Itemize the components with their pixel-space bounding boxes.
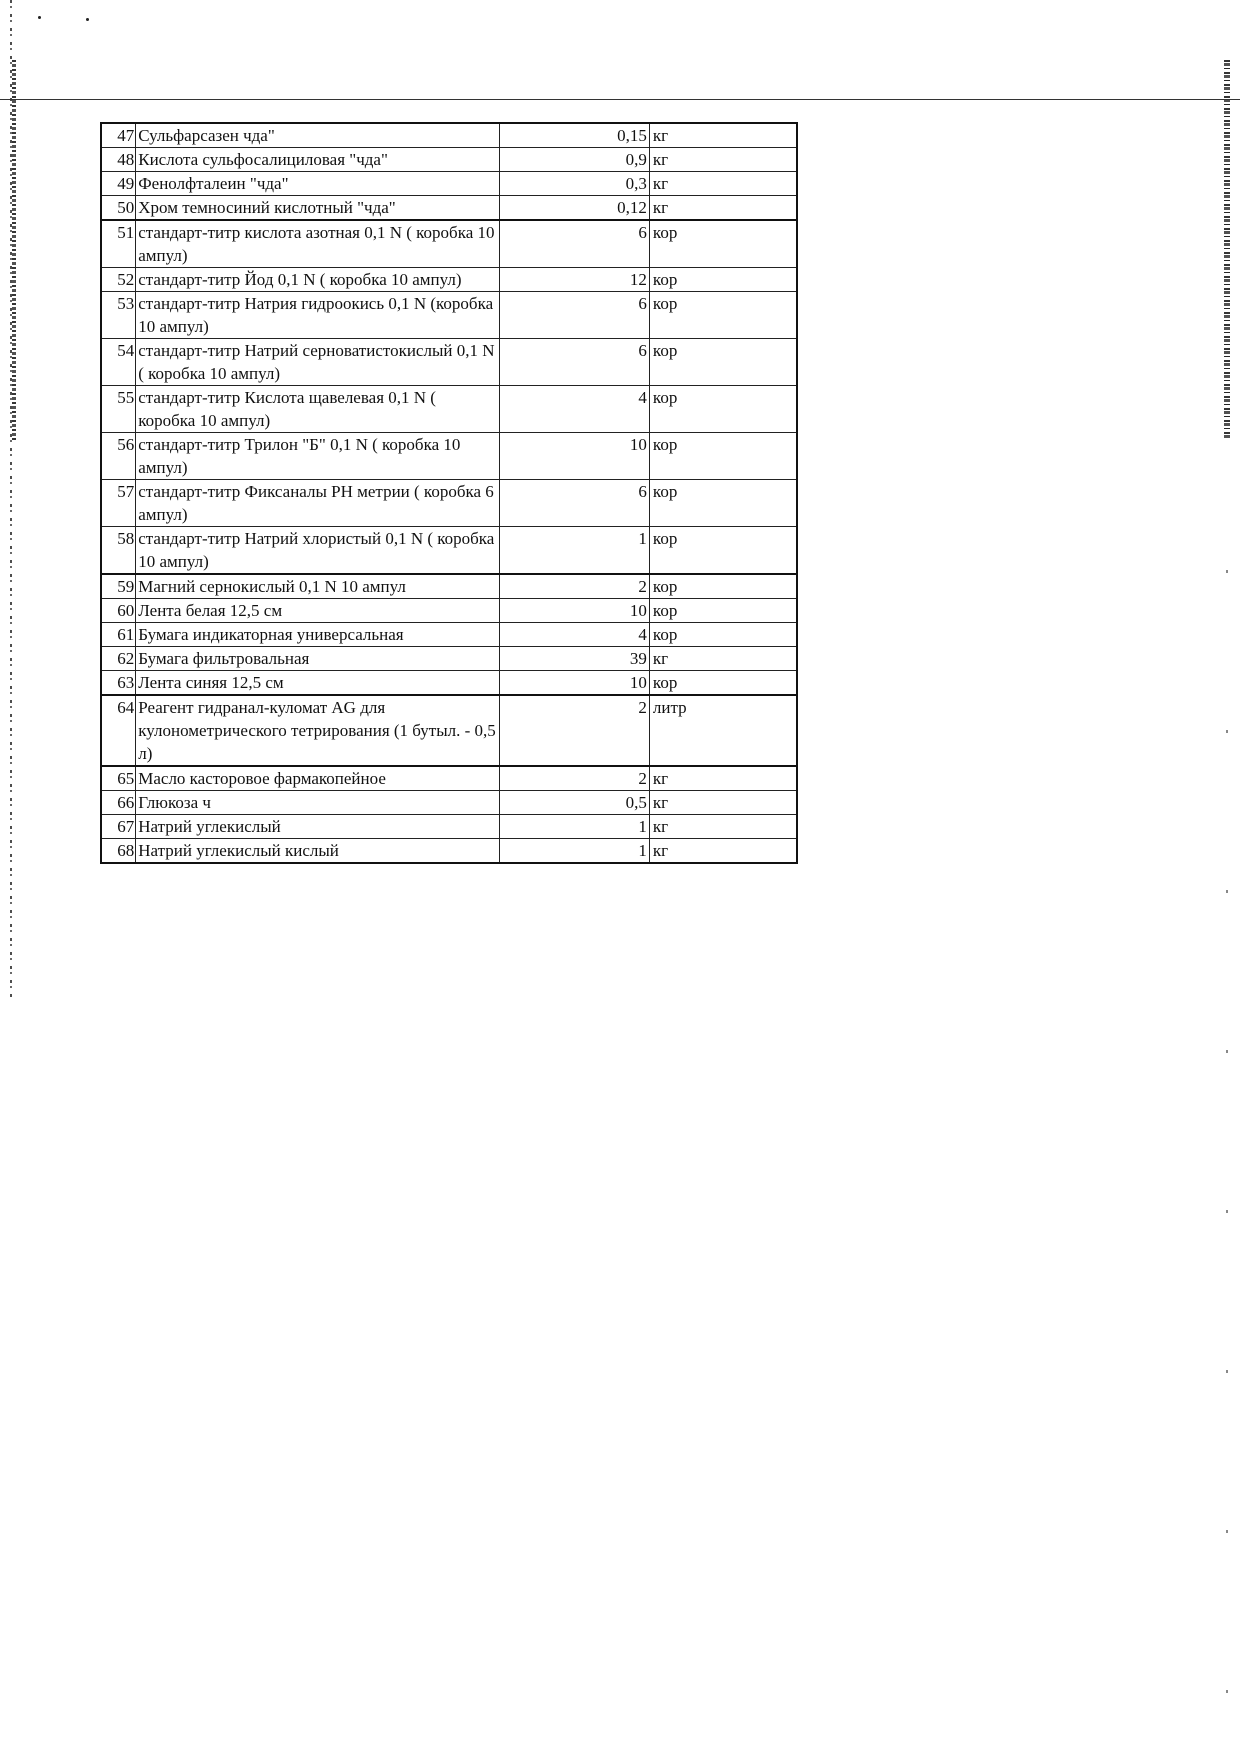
item-name: Кислота сульфосалициловая "чда"	[136, 148, 500, 172]
item-quantity: 4	[499, 623, 649, 647]
item-name: стандарт-титр Натрий серноватистокислый 0,1 N ( коробка 10 ампул)	[136, 339, 500, 386]
item-quantity: 10	[499, 599, 649, 623]
item-name: Магний сернокислый 0,1 N 10 ампул	[136, 574, 500, 599]
scan-edge-left-barcode	[12, 60, 16, 440]
item-unit: кг	[649, 815, 797, 839]
item-unit: кг	[649, 172, 797, 196]
item-quantity: 1	[499, 815, 649, 839]
top-rule-line	[0, 99, 1240, 100]
item-name: Хром темносиний кислотный "чда"	[136, 196, 500, 221]
item-name: Реагент гидранал-куломат AG для кулонометрического тетрирования (1 бутыл. - 0,5 л)	[136, 695, 500, 766]
scan-edge-right-marks	[1226, 460, 1228, 1720]
item-quantity: 0,3	[499, 172, 649, 196]
table-row	[101, 839, 797, 864]
item-name: Бумага фильтровальная	[136, 647, 500, 671]
row-number: 68	[101, 839, 136, 864]
item-quantity: 1	[499, 839, 649, 864]
row-number: 67	[101, 815, 136, 839]
table-row	[101, 196, 797, 221]
item-name: стандарт-титр Йод 0,1 N ( коробка 10 ампул)	[136, 268, 500, 292]
table-row	[101, 292, 797, 339]
table-row	[101, 386, 797, 433]
table-row	[101, 791, 797, 815]
row-number: 57	[101, 480, 136, 527]
table-row	[101, 480, 797, 527]
item-name: стандарт-титр кислота азотная 0,1 N ( коробка 10 ампул)	[136, 220, 500, 268]
row-number: 59	[101, 574, 136, 599]
item-unit: кор	[649, 433, 797, 480]
row-number: 56	[101, 433, 136, 480]
item-unit: кор	[649, 623, 797, 647]
row-number: 49	[101, 172, 136, 196]
item-name: Глюкоза ч	[136, 791, 500, 815]
item-name: Бумага индикаторная универсальная	[136, 623, 500, 647]
item-name: стандарт-титр Натрия гидроокись 0,1 N (коробка 10 ампул)	[136, 292, 500, 339]
table-row	[101, 268, 797, 292]
item-name: стандарт-титр Фиксаналы РН метрии ( коробка 6 ампул)	[136, 480, 500, 527]
item-quantity: 0,12	[499, 196, 649, 221]
item-quantity: 2	[499, 574, 649, 599]
item-unit: кор	[649, 386, 797, 433]
item-unit: кг	[649, 839, 797, 864]
row-number: 50	[101, 196, 136, 221]
item-quantity: 0,5	[499, 791, 649, 815]
item-name: Лента синяя 12,5 см	[136, 671, 500, 696]
scan-speck	[86, 18, 89, 21]
item-name: Лента белая 12,5 см	[136, 599, 500, 623]
table-row	[101, 148, 797, 172]
table-row	[101, 671, 797, 696]
table-row	[101, 574, 797, 599]
item-quantity: 10	[499, 433, 649, 480]
item-unit: кг	[649, 791, 797, 815]
item-name: стандарт-титр Трилон "Б" 0,1 N ( коробка 10 ампул)	[136, 433, 500, 480]
item-unit: кг	[649, 766, 797, 791]
item-quantity: 6	[499, 480, 649, 527]
item-unit: кор	[649, 220, 797, 268]
item-unit: кор	[649, 268, 797, 292]
item-unit: кор	[649, 599, 797, 623]
table-row	[101, 623, 797, 647]
item-unit: литр	[649, 695, 797, 766]
item-unit: кг	[649, 647, 797, 671]
scan-edge-right-barcode	[1224, 60, 1230, 440]
item-name: стандарт-титр Кислота щавелевая 0,1 N ( коробка 10 ампул)	[136, 386, 500, 433]
item-unit: кор	[649, 480, 797, 527]
item-unit: кор	[649, 574, 797, 599]
scan-speck	[38, 16, 41, 19]
table-row	[101, 339, 797, 386]
row-number: 61	[101, 623, 136, 647]
row-number: 60	[101, 599, 136, 623]
row-number: 62	[101, 647, 136, 671]
item-quantity: 4	[499, 386, 649, 433]
row-number: 47	[101, 123, 136, 148]
item-quantity: 10	[499, 671, 649, 696]
item-quantity: 1	[499, 527, 649, 575]
table-row	[101, 527, 797, 575]
item-name: Масло касторовое фармакопейное	[136, 766, 500, 791]
row-number: 63	[101, 671, 136, 696]
item-unit: кор	[649, 671, 797, 696]
item-quantity: 6	[499, 292, 649, 339]
row-number: 52	[101, 268, 136, 292]
row-number: 54	[101, 339, 136, 386]
table-row	[101, 766, 797, 791]
row-number: 58	[101, 527, 136, 575]
row-number: 65	[101, 766, 136, 791]
table-row	[101, 695, 797, 766]
item-quantity: 6	[499, 220, 649, 268]
row-number: 64	[101, 695, 136, 766]
table-row	[101, 172, 797, 196]
item-quantity: 2	[499, 766, 649, 791]
item-name: стандарт-титр Натрий хлористый 0,1 N ( коробка 10 ампул)	[136, 527, 500, 575]
item-name: Натрий углекислый	[136, 815, 500, 839]
item-unit: кор	[649, 339, 797, 386]
item-unit: кор	[649, 292, 797, 339]
items-table	[100, 122, 798, 864]
table-row	[101, 599, 797, 623]
row-number: 66	[101, 791, 136, 815]
item-name: Фенолфталеин "чда"	[136, 172, 500, 196]
item-quantity: 0,9	[499, 148, 649, 172]
table-row	[101, 433, 797, 480]
item-unit: кг	[649, 123, 797, 148]
item-quantity: 6	[499, 339, 649, 386]
item-quantity: 0,15	[499, 123, 649, 148]
item-unit: кор	[649, 527, 797, 575]
row-number: 48	[101, 148, 136, 172]
table-row	[101, 815, 797, 839]
item-name: Сульфарсазен чда"	[136, 123, 500, 148]
table-row	[101, 220, 797, 268]
item-name: Натрий углекислый кислый	[136, 839, 500, 864]
table-row	[101, 123, 797, 148]
row-number: 51	[101, 220, 136, 268]
row-number: 55	[101, 386, 136, 433]
item-unit: кг	[649, 196, 797, 221]
item-unit: кг	[649, 148, 797, 172]
item-quantity: 12	[499, 268, 649, 292]
row-number: 53	[101, 292, 136, 339]
item-quantity: 2	[499, 695, 649, 766]
item-quantity: 39	[499, 647, 649, 671]
table-row	[101, 647, 797, 671]
